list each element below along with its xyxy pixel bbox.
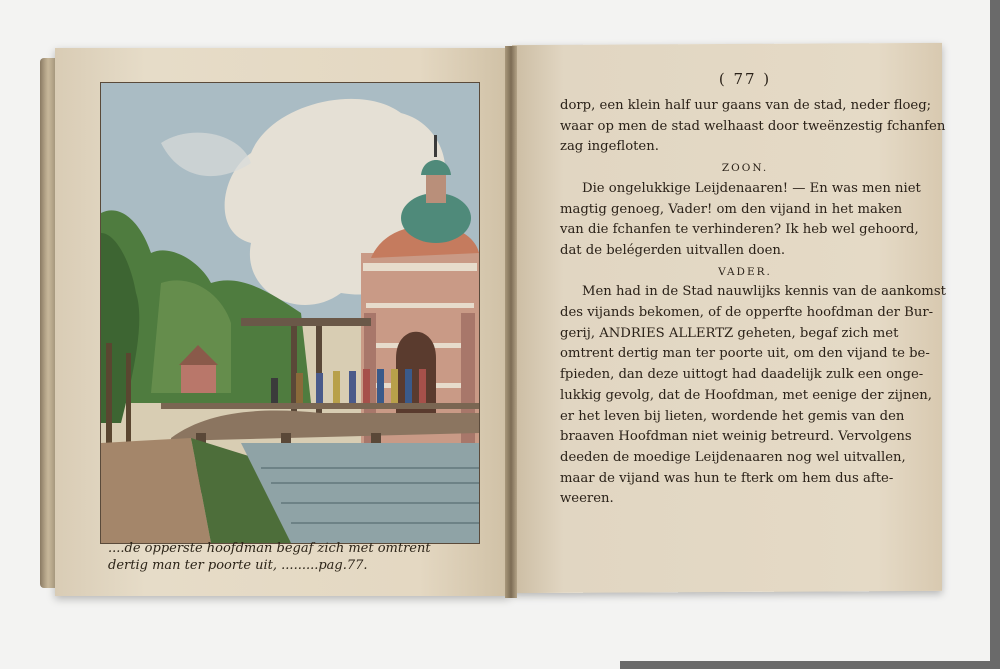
page-number: ( 77 ) xyxy=(718,70,772,88)
text-line: fpieden, dan deze uittogt had daadelijk zulk een onge- xyxy=(560,367,924,383)
text-line: waar op men de stad welhaast door tweënzestig fchanfen xyxy=(560,118,946,134)
caption-line-2: dertig man ter poorte uit, .........pag.77. xyxy=(108,558,368,573)
text-line: deeden de moedige Leijdenaaren nog wel uitvallen, xyxy=(560,449,906,465)
page-text xyxy=(560,70,946,510)
text-lines xyxy=(560,96,946,510)
image-border-bottom xyxy=(620,661,1000,669)
text-line: Men had in de Stad nauwlijks kennis van de aankomst xyxy=(582,284,946,300)
text-line: lukkig gevolg, dat de Hoofdman, met eenige der zijnen, xyxy=(560,387,932,403)
image-border-right xyxy=(990,0,1000,669)
speaker-heading: VADER. xyxy=(718,265,772,278)
caption-line-1: ....de opperste hoofdman begaf zich met omtrent xyxy=(108,541,431,556)
text-line: zag ingefloten. xyxy=(560,139,659,155)
text-line: magtig genoeg, Vader! om den vijand in het maken xyxy=(560,201,903,217)
text-line: maar de vijand was hun te fterk om hem dus afte- xyxy=(560,470,894,486)
text-line: weeren. xyxy=(560,491,614,507)
text-line: dat de belégerden uitvallen doen. xyxy=(560,242,786,258)
text-line: dorp, een klein half uur gaans van de stad, neder floeg; xyxy=(560,98,932,113)
text-line: er het leven bij lieten, wordende het gemis van den xyxy=(560,408,905,424)
text-line: des vijands bekomen, of de opperfte hoofdman der Bur- xyxy=(560,305,934,321)
speaker-heading: ZOON. xyxy=(721,162,769,175)
book-gutter xyxy=(505,46,517,598)
plate-caption xyxy=(108,540,488,574)
text-line: van die fchanfen te verhinderen? Ik heb wel gehoord, xyxy=(560,222,919,238)
text-line: braaven Hoofdman niet weinig betreurd. Vervolgens xyxy=(560,429,912,445)
text-line: Die ongelukkige Leijdenaaren! — En was men niet xyxy=(582,180,921,196)
text-line: omtrent dertig man ter poorte uit, om den vijand te be- xyxy=(560,346,930,362)
text-line: gerij, ANDRIES ALLERTZ geheten, begaf zich met xyxy=(560,325,899,341)
engraving-illustration xyxy=(100,82,480,544)
